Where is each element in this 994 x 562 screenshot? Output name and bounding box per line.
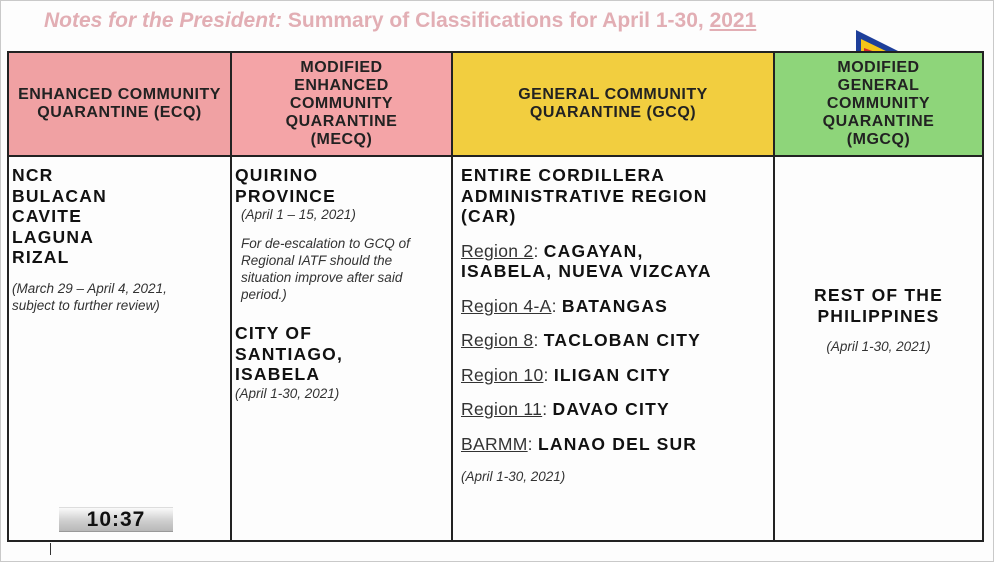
ecq-body — [9, 157, 230, 540]
ecq-area-2: BULACAN — [12, 185, 107, 206]
mecq-area-quirino: QUIRINO PROVINCE — [235, 165, 337, 206]
mecq-header: MODIFIED ENHANCED COMMUNITY QUARANTINE (MECQ) — [232, 53, 451, 157]
broadcast-clock: 10:37 — [59, 507, 173, 532]
gcq-region-2: Region 2: CAGAYAN, ISABELA, NUEVA VIZCAYA — [461, 240, 712, 281]
mecq-date-1: (April 1 – 15, 2021) — [241, 207, 356, 222]
mgcq-date: (April 1-30, 2021) — [826, 339, 931, 354]
mecq-column — [230, 53, 451, 540]
ecq-area-1: NCR — [12, 165, 54, 185]
mgcq-body — [775, 157, 982, 540]
slide-title — [44, 9, 944, 33]
gcq-region-barmm: BARMM: LANAO DEL SUR — [461, 433, 698, 454]
gcq-column — [451, 53, 773, 540]
gcq-region-4a: Region 4-A: BATANGAS — [461, 295, 669, 316]
gcq-header: GENERAL COMMUNITY QUARANTINE (GCQ) — [453, 53, 773, 157]
mecq-date-2: (April 1-30, 2021) — [235, 385, 340, 401]
gcq-body — [453, 157, 773, 540]
mecq-note: For de-escalation to GCQ of Regional IATF should the situation improve after said period.) — [241, 236, 410, 302]
gcq-region-10: Region 10: ILIGAN CITY — [461, 364, 672, 385]
mgcq-header: MODIFIED GENERAL COMMUNITY QUARANTINE (MGCQ) — [775, 53, 982, 157]
ecq-area-4: LAGUNA — [12, 226, 95, 247]
gcq-date: (April 1-30, 2021) — [461, 469, 566, 484]
ecq-column — [9, 53, 230, 540]
mecq-area-santiago: CITY OF SANTIAGO, ISABELA — [235, 323, 344, 384]
mecq-body — [232, 157, 451, 540]
mgcq-column — [773, 53, 982, 540]
title-lead: Notes for the President: — [44, 9, 283, 32]
gcq-region-8: Region 8: TACLOBAN CITY — [461, 330, 701, 350]
title-year: 2021 — [709, 9, 757, 32]
gcq-region-11: Region 11: DAVAO CITY — [461, 399, 670, 419]
mgcq-area: REST OF THE PHILIPPINES — [814, 285, 943, 326]
ecq-note: (March 29 – April 4, 2021, subject to further review) — [12, 280, 167, 313]
ecq-area-3: CAVITE — [12, 206, 83, 226]
ecq-header: ENHANCED COMMUNITY QUARANTINE (ECQ) — [9, 53, 230, 157]
divider-tick — [50, 543, 51, 555]
title-rest: Summary of Classifications for April 1-30, — [282, 9, 710, 32]
ecq-area-5: RIZAL — [12, 247, 70, 267]
gcq-area-car: ENTIRE CORDILLERA ADMINISTRATIVE REGION (CAR) — [461, 165, 708, 226]
classification-table — [7, 51, 984, 542]
